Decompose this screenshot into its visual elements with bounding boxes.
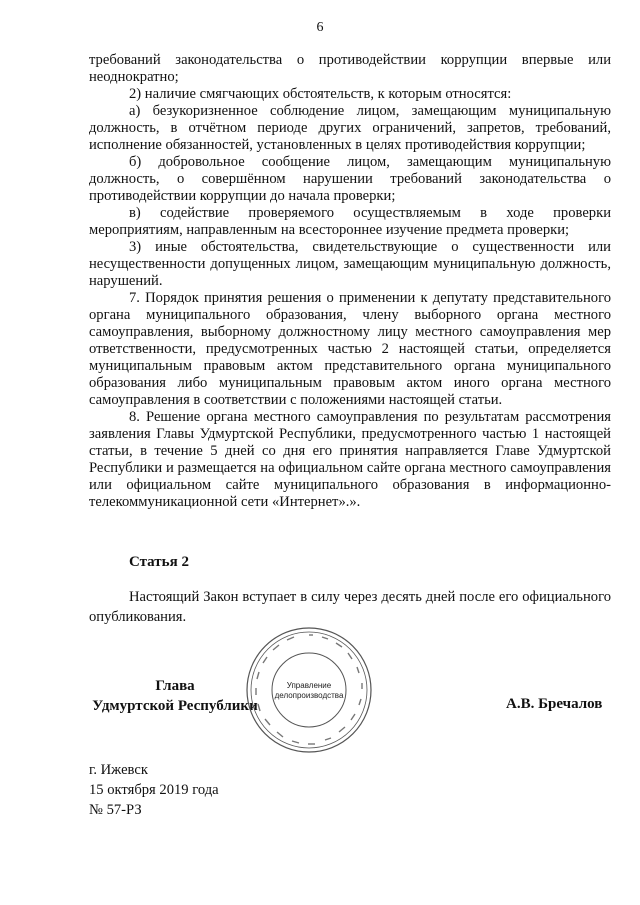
document-body	[89, 52, 611, 511]
law-number: № 57-РЗ	[89, 802, 142, 818]
paragraph: 3) иные обстоятельства, свидетельствующие о существенности или несущественности допущенных лицом, замещающим муниципальную должность, нарушений.	[89, 239, 611, 289]
place: г. Ижевск	[89, 762, 148, 778]
page-number: 6	[316, 20, 324, 35]
paragraph: в) содействие проверяемого осуществляемым в ходе проверки мероприятиям, направленным на всестороннее изучение предмета проверки;	[89, 205, 611, 238]
official-stamp	[244, 625, 374, 755]
paragraph: требований законодательства о противодействии коррупции впервые или неоднократно;	[89, 52, 611, 85]
signature-title	[89, 676, 261, 716]
signature-title-line: Глава	[155, 678, 195, 694]
paragraph: а) безукоризненное соблюдение лицом, замещающим муниципальную должность, в отчётном периоде других ограничений, запретов, требований, исполнение обязанностей, установленных в целях противодействия коррупции;	[89, 103, 611, 153]
document-footer	[89, 760, 219, 820]
signatory-name: А.В. Бречалов	[506, 696, 603, 712]
date: 15 октября 2019 года	[89, 782, 219, 798]
paragraph: б) добровольное сообщение лицом, замещающим муниципальную должность, о совершённом нарушении требований законодательства о противодействии коррупции до начала проверки;	[89, 154, 611, 204]
stamp-center-line: делопроизводства	[274, 691, 344, 700]
article-heading: Статья 2	[129, 554, 189, 570]
paragraph: 7. Порядок принятия решения о применении к депутату представительного органа муниципального образования, члену выборного органа местного самоуправления, выборному должностному лицу местного самоуправления мер ответственности, предусмотренных частью 2 настоящей статьи, определяется муниципальным правовым актом представительного органа муниципального образования либо муниципальным правовым актом иного органа местного самоуправления в соответствии с положениями настоящей статьи.	[89, 290, 611, 408]
stamp-center-line: Управление	[286, 681, 332, 690]
paragraph: 8. Решение органа местного самоуправления по результатам рассмотрения заявления Главы Удмуртской Республики, предусмотренного частью 1 настоящей статьи, в течение 5 дней со дня его принятия направляется Главе Удмуртской Республики и размещается на официальном сайте органа местного самоуправления или официальном сайте муниципального образования в информационно-телекоммуникационной сети «Интернет».».	[89, 409, 611, 510]
paragraph: 2) наличие смягчающих обстоятельств, к которым относятся:	[129, 86, 512, 102]
signature-title-line: Удмуртской Республики	[92, 698, 258, 714]
final-paragraph: Настоящий Закон вступает в силу через десять дней после его официального опубликования.	[89, 589, 611, 625]
